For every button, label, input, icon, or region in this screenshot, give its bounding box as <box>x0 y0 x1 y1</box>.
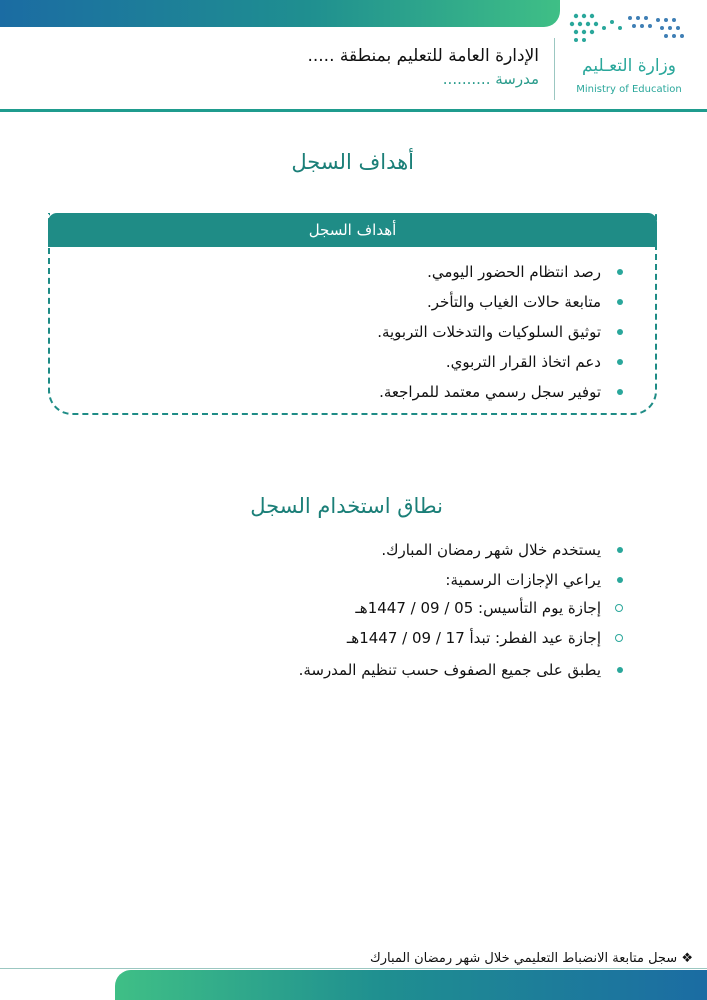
header-rule <box>0 109 707 112</box>
holidays-sublist <box>347 593 623 653</box>
goals-title: أهداف السجل <box>291 150 414 174</box>
bullet-icon <box>617 299 623 305</box>
education-admin-line: الإدارة العامة للتعليم بمنطقة ..... <box>307 46 539 66</box>
footer-gradient-bar <box>115 970 707 1000</box>
bullet-icon <box>617 269 623 275</box>
bullet-icon <box>617 359 623 365</box>
bullet-icon <box>617 547 623 553</box>
list-item: توثيق السلوكيات والتدخلات التربوية. <box>377 317 623 347</box>
bullet-icon <box>617 577 623 583</box>
header-divider <box>554 38 555 100</box>
bullet-icon <box>617 389 623 395</box>
list-item: توفير سجل رسمي معتمد للمراجعة. <box>377 377 623 407</box>
bullet-icon <box>617 667 623 673</box>
list-item: إجازة عيد الفطر: تبدأ 17 / 09 / 1447هـ <box>347 623 623 653</box>
school-name-line: مدرسة .......... <box>442 70 539 88</box>
scope-list <box>381 535 623 595</box>
logo-arabic-text: وزارة التعـليم <box>582 56 676 76</box>
scope-list-end <box>299 655 623 685</box>
ring-bullet-icon <box>615 604 623 612</box>
goals-list <box>377 257 623 407</box>
bullet-icon <box>617 329 623 335</box>
list-item: رصد انتظام الحضور اليومي. <box>377 257 623 287</box>
list-item: يطبق على جميع الصفوف حسب تنظيم المدرسة. <box>299 655 623 685</box>
logo-english-text: Ministry of Education <box>576 84 682 95</box>
list-item: متابعة حالات الغياب والتأخر. <box>377 287 623 317</box>
list-item: دعم اتخاذ القرار التربوي. <box>377 347 623 377</box>
header-gradient-bar <box>0 0 560 27</box>
list-item: يراعي الإجازات الرسمية: <box>381 565 623 595</box>
scope-title: نطاق استخدام السجل <box>250 494 443 518</box>
footer-caption: ❖ سجل متابعة الانضباط التعليمي خلال شهر رمضان المبارك <box>369 951 693 966</box>
diamond-bullet-icon: ❖ <box>681 951 693 966</box>
ring-bullet-icon <box>615 634 623 642</box>
goals-box-header: أهداف السجل <box>48 213 657 247</box>
footer-rule <box>0 968 707 969</box>
list-item: إجازة يوم التأسيس: 05 / 09 / 1447هـ <box>347 593 623 623</box>
list-item: يستخدم خلال شهر رمضان المبارك. <box>381 535 623 565</box>
